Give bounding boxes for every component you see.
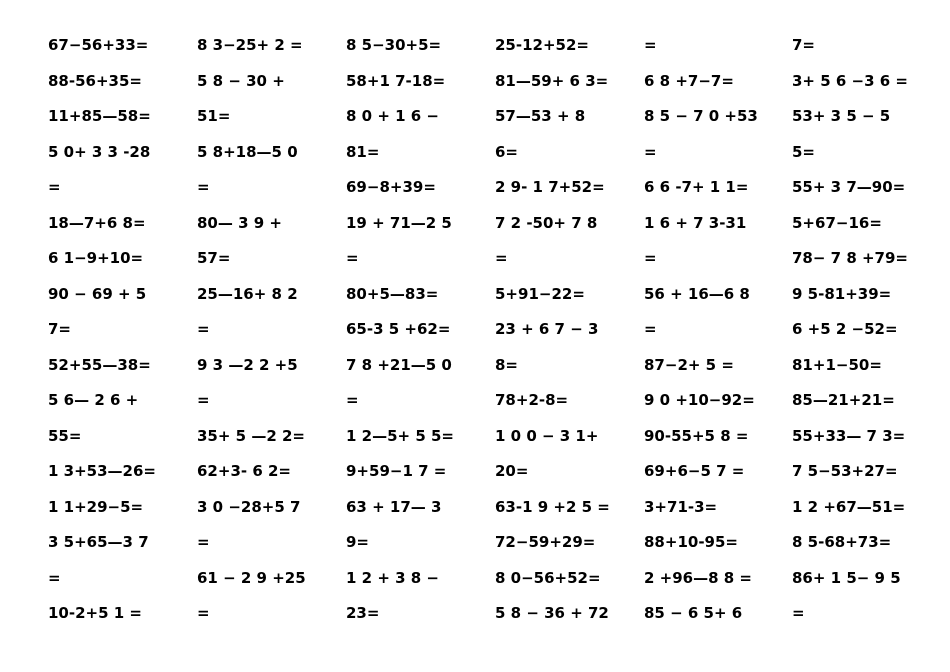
problem-line: 1 6 + 7 3-31 — [644, 213, 747, 232]
problem-line: 52+55—38= — [48, 355, 151, 374]
problem-line: 63 + 17— 3 — [346, 497, 442, 516]
problem-line: 7= — [792, 36, 816, 54]
problem-line: 69+6−5 7 = — [644, 462, 745, 480]
problem-line: 5 8 − 36 + 72 — [495, 604, 609, 622]
problem-line: 51= — [197, 107, 231, 125]
problem-line: 20= — [495, 462, 529, 480]
problem-line: 80— 3 9 + — [197, 213, 282, 232]
problem-line: 3+71-3= — [644, 497, 718, 516]
problem-line: 19 + 71—2 5 — [346, 213, 452, 232]
problem-line: 55= — [48, 426, 82, 445]
problem-line: 3 0 −28+5 7 — [197, 497, 301, 516]
problem-line: 63-1 9 +2 5 = — [495, 497, 610, 516]
problem-line: 2 +96—8 8 = — [644, 568, 752, 587]
problem-line: 18—7+6 8= — [48, 213, 146, 232]
problem-line: 7 5−53+27= — [792, 462, 898, 480]
problem-line: 25—16+ 8 2 — [197, 284, 298, 303]
problem-line: 58+1 7-18= — [346, 71, 446, 90]
problem-line: 85 − 6 5+ 6 — [644, 604, 743, 622]
problem-line: 1 3+53—26= — [48, 462, 156, 480]
problem-line: 35+ 5 —2 2= — [197, 426, 305, 445]
problem-line: 1 2—5+ 5 5= — [346, 426, 454, 445]
problem-line: 25-12+52= — [495, 36, 589, 54]
problem-line: 3+ 5 6 −3 6 = — [792, 71, 909, 90]
problem-line: 1 0 0 − 3 1+ — [495, 426, 599, 445]
problem-line: 86+ 1 5− 9 5 — [792, 568, 901, 587]
problem-line: = — [644, 320, 657, 338]
problem-line: 90 − 69 + 5 — [48, 284, 147, 303]
problem-line: 88-56+35= — [48, 71, 142, 90]
problem-line: 8 5 − 7 0 +53 — [644, 107, 758, 125]
problem-line: = — [197, 320, 210, 338]
problem-line: = — [197, 533, 210, 551]
problem-line: 9 5-81+39= — [792, 284, 892, 303]
problem-line: 5= — [792, 142, 816, 161]
problem-line: 6 +5 2 −52= — [792, 320, 898, 338]
problem-line: 53+ 3 5 − 5 — [792, 107, 891, 125]
problem-column-4 — [495, 33, 633, 637]
problem-line: 9= — [346, 533, 370, 551]
problem-line: = — [197, 604, 210, 622]
problem-line: 6 6 -7+ 1 1= — [644, 178, 749, 196]
problem-line: 57—53 + 8 — [495, 107, 586, 125]
problem-line: 56 + 16—6 8 — [644, 284, 750, 303]
problem-line: 10-2+5 1 = — [48, 604, 142, 622]
problem-line: 7 2 -50+ 7 8 — [495, 213, 598, 232]
problem-line: 2 9- 1 7+52= — [495, 178, 605, 196]
problem-line: 5 6— 2 6 + — [48, 391, 139, 409]
problem-line: 1 2 + 3 8 − — [346, 568, 439, 587]
problem-line: 5 8 − 30 + — [197, 71, 285, 90]
problem-line: 1 2 +67—51= — [792, 497, 906, 516]
problem-line: = — [644, 249, 657, 267]
problem-line: 8 0 + 1 6 − — [346, 107, 439, 125]
problem-line: 78− 7 8 +79= — [792, 249, 908, 267]
problem-line: 69−8+39= — [346, 178, 436, 196]
problem-line: 8 3−25+ 2 = — [197, 36, 303, 54]
problem-line: 57= — [197, 249, 231, 267]
problem-line: = — [48, 568, 61, 587]
problem-line: 5 8+18—5 0 — [197, 142, 298, 161]
problem-line: 55+33— 7 3= — [792, 426, 906, 445]
problem-column-6 — [792, 33, 930, 637]
problem-line: 81—59+ 6 3= — [495, 71, 609, 90]
problem-line: 8 0−56+52= — [495, 568, 601, 587]
problem-line: = — [644, 36, 657, 54]
problem-line: = — [197, 391, 210, 409]
problem-line: 6= — [495, 142, 519, 161]
problem-line: 23= — [346, 604, 380, 622]
problem-line: 11+85—58= — [48, 107, 151, 125]
problem-line: 8 5−30+5= — [346, 36, 442, 54]
problem-line: 78+2-8= — [495, 391, 569, 409]
problem-line: 9+59−1 7 = — [346, 462, 447, 480]
problem-line: 62+3- 6 2= — [197, 462, 291, 480]
problem-line: 65-3 5 +62= — [346, 320, 451, 338]
problem-line: = — [495, 249, 508, 267]
problem-line: 81= — [346, 142, 380, 161]
problem-line: 80+5—83= — [346, 284, 439, 303]
problem-line: = — [346, 249, 359, 267]
problem-line: 85—21+21= — [792, 391, 895, 409]
problem-line: 7 8 +21—5 0 — [346, 355, 452, 374]
problem-line: 87−2+ 5 = — [644, 355, 734, 374]
problem-line: = — [346, 391, 359, 409]
problem-line: 55+ 3 7—90= — [792, 178, 906, 196]
problem-line: = — [48, 178, 61, 196]
problem-line: 9 3 —2 2 +5 — [197, 355, 298, 374]
problem-line: 5+67−16= — [792, 213, 882, 232]
problem-line: 8 5-68+73= — [792, 533, 892, 551]
problem-line: = — [644, 142, 657, 161]
problem-line: 3 5+65—3 7 — [48, 533, 149, 551]
problem-column-2 — [197, 33, 335, 637]
problem-line: 5+91−22= — [495, 284, 585, 303]
problem-column-3 — [346, 33, 484, 637]
problem-line: 6 8 +7−7= — [644, 71, 734, 90]
problem-line: 23 + 6 7 − 3 — [495, 320, 599, 338]
problem-line: 7= — [48, 320, 72, 338]
problem-line: = — [197, 178, 210, 196]
problem-column-1 — [48, 33, 186, 637]
problem-line: 6 1−9+10= — [48, 249, 144, 267]
problem-line: 72−59+29= — [495, 533, 596, 551]
problem-line: = — [792, 604, 805, 622]
problem-line: 5 0+ 3 3 -28 — [48, 142, 151, 161]
problem-line: 61 − 2 9 +25 — [197, 568, 306, 587]
problem-line: 1 1+29−5= — [48, 497, 144, 516]
problem-line: 81+1−50= — [792, 355, 882, 374]
problem-line: 88+10-95= — [644, 533, 738, 551]
problem-column-5 — [644, 33, 782, 637]
problem-line: 9 0 +10−92= — [644, 391, 755, 409]
problem-line: 90-55+5 8 = — [644, 426, 749, 445]
problem-line: 67−56+33= — [48, 36, 149, 54]
problem-line: 8= — [495, 355, 519, 374]
